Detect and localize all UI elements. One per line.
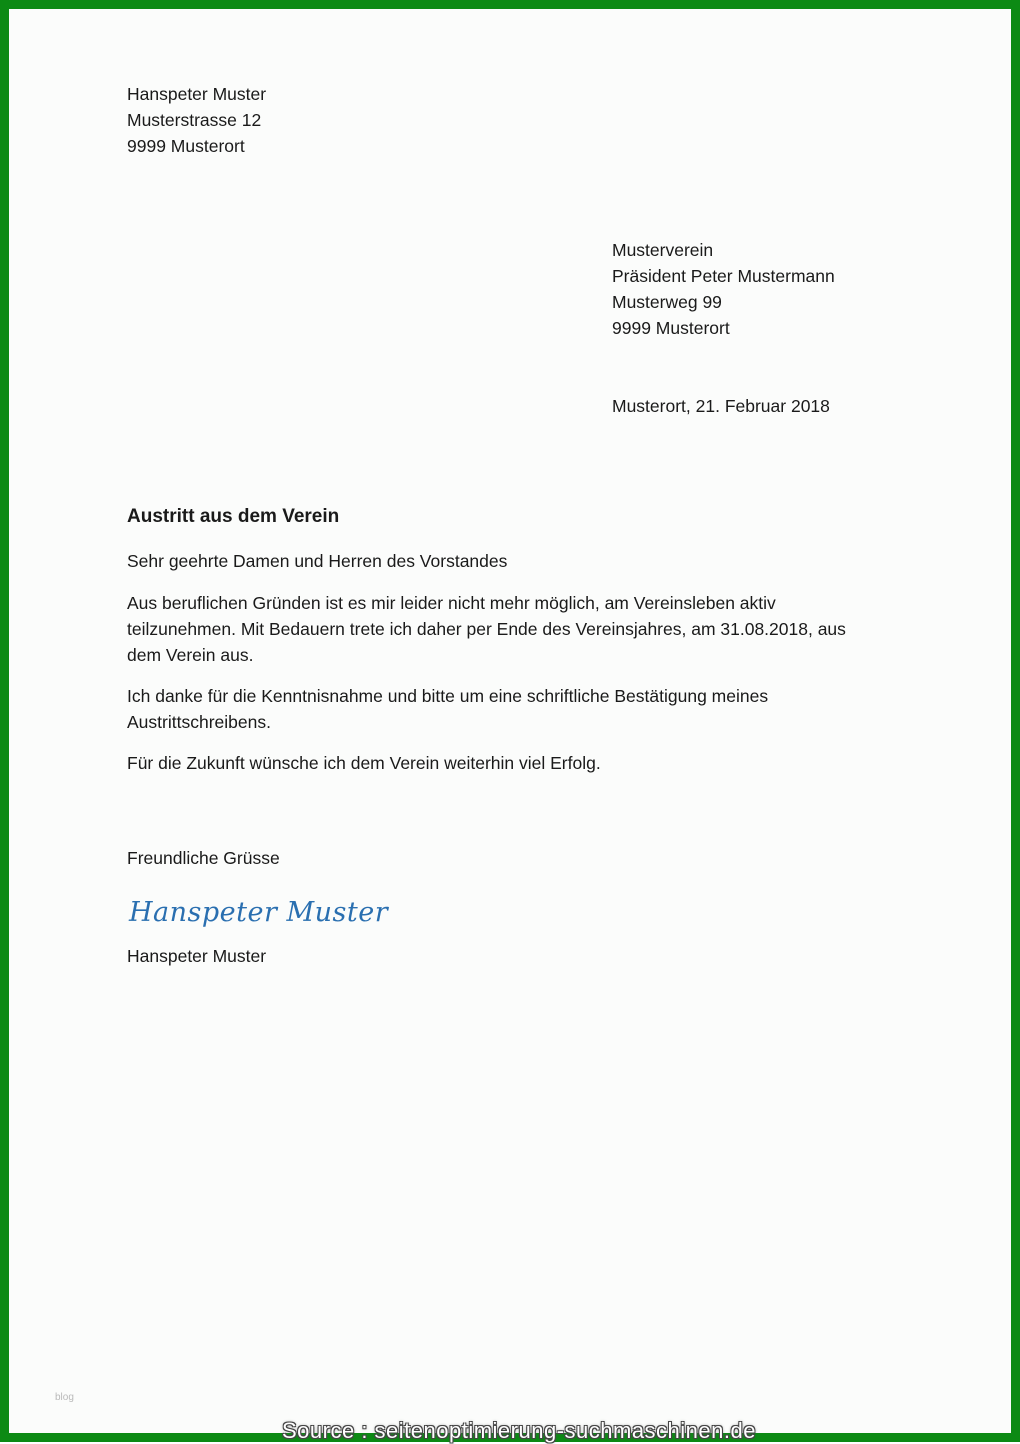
letter-subject: Austritt aus dem Verein xyxy=(127,506,340,527)
letter-date: Musterort, 21. Februar 2018 xyxy=(612,396,830,416)
paragraph-line: teilzunehmen. Mit Bedauern trete ich daher per Ende des Vereinsjahres, am 31.08.2018, aus xyxy=(127,619,846,639)
body-paragraph-1 xyxy=(127,590,917,668)
letter-salutation: Sehr geehrte Damen und Herren des Vorstandes xyxy=(127,551,508,571)
paragraph-line: Ich danke für die Kenntnisnahme und bitte um eine schriftliche Bestätigung meines xyxy=(127,686,769,706)
sender-city: 9999 Musterort xyxy=(127,136,245,156)
signer-name: Hanspeter Muster xyxy=(127,946,267,966)
body-paragraph-2 xyxy=(127,683,917,735)
recipient-city: 9999 Musterort xyxy=(612,318,730,338)
paragraph-line: Austrittschreibens. xyxy=(127,712,271,732)
recipient-street: Musterweg 99 xyxy=(612,292,722,312)
watermark-text: blog xyxy=(55,1392,74,1403)
paragraph-line: dem Verein aus. xyxy=(127,645,254,665)
recipient-organization: Musterverein xyxy=(612,240,714,260)
body-paragraph-3 xyxy=(127,750,917,776)
handwritten-signature: Hanspeter Muster xyxy=(129,897,389,928)
recipient-address xyxy=(612,237,835,341)
paragraph-line: Für die Zukunft wünsche ich dem Verein weiterhin viel Erfolg. xyxy=(127,753,601,773)
sender-street: Musterstrasse 12 xyxy=(127,110,262,130)
letter-closing: Freundliche Grüsse xyxy=(127,848,280,868)
sender-address xyxy=(127,81,266,159)
source-caption: Source : seitenoptimierung-suchmaschinen.de xyxy=(282,1418,756,1443)
sender-name: Hanspeter Muster xyxy=(127,84,267,104)
recipient-person: Präsident Peter Mustermann xyxy=(612,266,835,286)
paragraph-line: Aus beruflichen Gründen ist es mir leider nicht mehr möglich, am Vereinsleben aktiv xyxy=(127,593,776,613)
